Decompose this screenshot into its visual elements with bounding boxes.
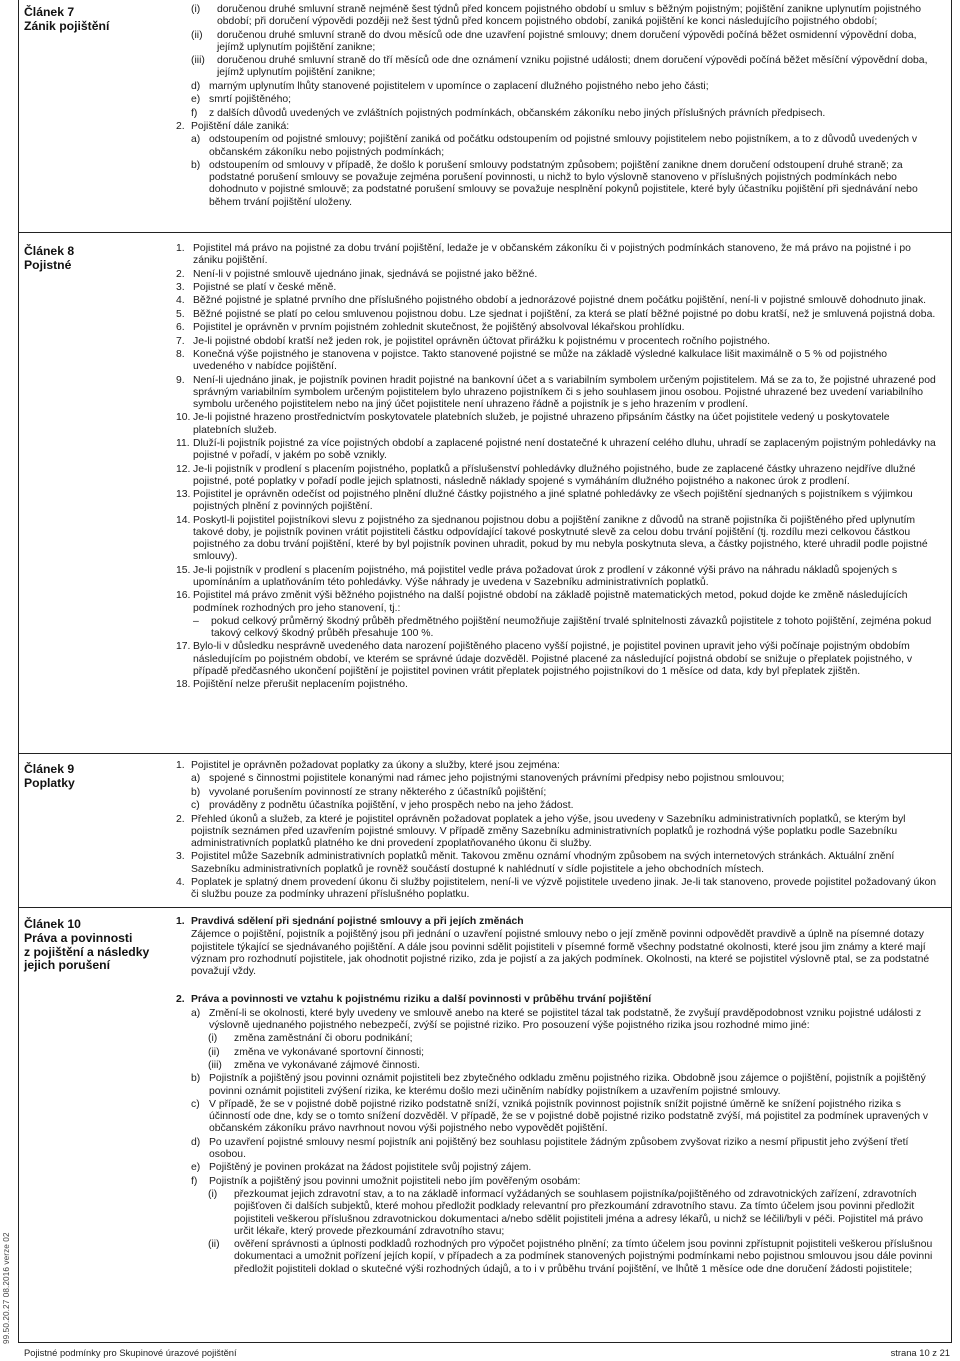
article-10-item-marker: e) bbox=[191, 1162, 201, 1174]
article-9-item bbox=[176, 814, 940, 851]
article-10-item-marker: c) bbox=[191, 1098, 200, 1110]
article-8-item-marker: 7. bbox=[176, 335, 185, 347]
separator-8-9 bbox=[18, 753, 952, 754]
article-8-item-marker: 2. bbox=[176, 268, 185, 280]
article-8-item-text: Pojistitel má právo na pojistné za dobu trvání pojištění, ledaže je v občanském zákoníku či v pojistných podmínkách stanoveno, že má právo na pojistné i po zániku pojištění. bbox=[193, 243, 911, 267]
article-8-item-text: Pojistitel je oprávněn v prvním pojistném zohlednit skutečnost, že pojištěný absolvoval lékařskou prohlídku. bbox=[193, 322, 685, 334]
article-10-list bbox=[176, 1008, 940, 1276]
article-9-item-text: spojené s činnostmi pojistitele konanými nad rámec jeho pojistnými stanovených právními předpisy nebo pojistnou smlouvou; bbox=[209, 773, 785, 785]
article-8-item bbox=[176, 438, 940, 462]
clause-7-i: (i) doručenou druhé smluvní straně nejméně šest týdnů před koncem pojistného období u smluv s běžným pojistným; pojištění zanikne uplynutím pojistného období; při doručení výpovědi později než šest týdnů před koncem pojistného období, zaniká pojištění ke konci následujícího pojistného období; bbox=[191, 4, 922, 28]
article-8-item-text: Pojištění nelze přerušit neplacením pojistného. bbox=[193, 679, 408, 691]
page-number: strana 10 z 21 bbox=[890, 1347, 950, 1358]
article-8-item-marker: 3. bbox=[176, 281, 185, 293]
article-8-item-marker: 5. bbox=[176, 308, 185, 320]
article-9-item-text: Pojistitel může Sazebník administrativních poplatků měnit. Takovou změnu oznámí vhodným způsobem na svých internetových stránkách. Aktuální znění Sazebníku administrativních poplatků je rovněž součástí dostupné k nahlédnutí v sídle pojistitele a jeho obchodních místech. bbox=[191, 851, 895, 875]
document-code: 99.50.20.27 08.2016 verze 02 bbox=[2, 1232, 11, 1344]
article-9-item-marker: 3. bbox=[176, 851, 185, 863]
article-8-item-text: Je-li pojistník v prodlení s placením pojistného, má pojistitel vedle práva požadovat úrok z prodlení v zákonné výši právo na náhradu nákladů spojených s upomínáním a uplatňováním této pohledávky. Výše náhrady je uvedena v Sazebníku administrativních poplatků. bbox=[193, 564, 898, 588]
article-8-item-text: Konečná výše pojistného je stanovena v pojistce. Takto stanovené pojistné se může na základě výsledné kalkulace lišit maximálně o 5 % od pojistného uvedeného v nabídce pojištění. bbox=[193, 348, 888, 373]
article-7-heading bbox=[24, 6, 174, 34]
article-8-item-marker: 11. bbox=[176, 437, 190, 449]
article-8-item-text: Pojistitel má právo změnit výši běžného pojistného na další pojistné období na základě pojistně matematických metod, pokud dojde ke změně následujících podmínek rozhodných pro jeho stanovení, tj.: bbox=[193, 590, 908, 614]
article-8-item-text: Není-li v pojistné smlouvě ujednáno jinak, sjednává se pojistné jako běžné. bbox=[193, 268, 538, 280]
article-8-item-marker: 15. bbox=[176, 564, 191, 576]
article-9-item-marker: 4. bbox=[176, 876, 185, 888]
article-8-item-text: Poskytl-li pojistitel pojistníkovi slevu z pojistného za sjednanou pojistnou dobu a pojištění zanikne z důvodů na straně pojistníka či pojištěného před uplynutím takové doby, je pojistník povinen vrátit pojistiteli částku odpovídající takové poskytnuté slevě za celou dobu trvání pojištění (tj. rozdílu mezi celkovou částkou pojistného za dobu trvání pojištění, které by byl pojistník povinen uhradit, pokud by mu nebyla poskytnuta sleva, a částky pojistného, které uhradil podle pojistné smlouvy). bbox=[193, 514, 928, 563]
article-8-item-marker: 6. bbox=[176, 322, 185, 334]
article-8-item bbox=[176, 349, 940, 373]
separator-7-8 bbox=[18, 232, 952, 233]
clause-7-f: f) z dalších důvodů uvedených ve zvláštních pojistných podmínkách, občanském zákoníku nebo jiných příslušných právních předpisech. bbox=[191, 107, 826, 119]
article-9-item-text: Poplatek je splatný dnem provedení úkonu či služby pojistitelem, není-li ve výzvě pojistitele uvedeno jinak. Je-li tak stanoveno, provede pojistitel požadovaný úkon či službu pouze za podmínky uhrazení příslušného poplatku. bbox=[191, 876, 937, 901]
article-9-item bbox=[176, 787, 940, 799]
article-10-item-text: Pojistník a pojištěný jsou povinni oznámit pojistiteli bez zbytečného odkladu změnu pojistného rizika. Obdobně jsou zájemce o pojištění, pojistník a pojištěný povinni oznámit pojistiteli zvýšení rizika, ke kterému došlo mezi učiněním nabídky pojistníkem a uzavřením pojistné smlouvy. bbox=[209, 1073, 926, 1097]
article-8-item-text: Pojistné se platí v české měně. bbox=[193, 281, 337, 293]
article-8-item bbox=[176, 269, 940, 281]
article-9-item bbox=[176, 851, 940, 875]
article-9-item-marker: c) bbox=[191, 800, 200, 812]
article-10-item-text: Změní-li se okolnosti, které byly uvedeny ve smlouvě anebo na které se pojistitel tázal tak podstatně, že zvyšují pravděpodobnost vzniku pojistné události z výslovně ujednaného pojistného nebezpečí, zvýší se pojistné riziko. Pro posouzení výše pojistného rizika jsou rozhodné mimo jiné: bbox=[209, 1007, 922, 1031]
article-10-item-marker: (i) bbox=[208, 1033, 218, 1045]
article-8-item bbox=[176, 679, 940, 691]
article-9-list bbox=[176, 760, 940, 901]
article-10-item-text: Pojistník a pojištěný jsou povinni umožnit pojistiteli nebo jím pověřeným osobám: bbox=[209, 1175, 581, 1187]
article-9-item-text: vyvolané porušením povinností ze strany některého z účastníků pojištění; bbox=[209, 786, 547, 798]
article-8-item-text: Běžné pojistné je splatné prvního dne příslušného pojistného období a jednorázové pojistné dnem počátku pojištění, není-li v pojistné smlouvě dohodnuto jinak. bbox=[193, 295, 927, 307]
article-8-item-text: Je-li pojistník v prodlení s placením pojistného, poplatků a příslušenství pohledávky dlužného pojistného, bude ze zaplacené částky uhrazeno nejdříve dlužné pojistné, poté poplatky v pořadí podle jejich splatnosti, následně náklady spojené s vymáháním dlužného pojistného a nakonec úrok z prodlení. bbox=[193, 463, 916, 487]
article-9-item-marker: b) bbox=[191, 786, 201, 798]
article-10-item-text: přezkoumat jejich zdravotní stav, a to na základě informací vyžádaných se souhlasem pojistníka/pojištěného od zdravotnických zařízení, zdravotních pojišťoven či dalších subjektů, které mohou předložit podklady relevantní pro přezkoumání zdravotního stavu. Za tímto účelem jsou povinni předložit pojistiteli veškerou příslušnou zdravotnickou dokumentaci a/nebo sdělit pojistiteli jména a adresy lékařů, u nichž se léčili/byli v péči. Pojistitel má právo určit lékaře, který provede přezkoumání zdravotního stavu; bbox=[234, 1189, 924, 1237]
article-10-item bbox=[176, 1189, 940, 1238]
article-10-item-text: změna zaměstnání či oboru podnikání; bbox=[234, 1033, 413, 1045]
article-10-item-marker: b) bbox=[191, 1073, 201, 1085]
article-10-item-marker: (ii) bbox=[208, 1239, 220, 1251]
article-7-number: Článek 7 bbox=[24, 5, 75, 19]
article-8-item bbox=[176, 322, 940, 334]
article-8-item bbox=[176, 565, 940, 589]
article-10-heading bbox=[24, 918, 174, 973]
article-9-item-marker: a) bbox=[191, 773, 201, 785]
article-10-item-marker: f) bbox=[191, 1175, 198, 1187]
article-8-item-marker: 13. bbox=[176, 489, 191, 501]
article-8-number: Článek 8 bbox=[24, 244, 75, 258]
section-10-1-heading: 1. Pravdivá sdělení při sjednání pojistné smlouvy a při jejích změnách bbox=[176, 916, 524, 927]
footer-title: Pojistné podmínky pro Skupinové úrazové pojištění bbox=[24, 1347, 237, 1358]
article-8-item bbox=[176, 282, 940, 294]
article-10-item-marker: (iii) bbox=[208, 1059, 222, 1071]
article-10-item bbox=[176, 1176, 940, 1188]
article-8-item bbox=[176, 243, 940, 267]
article-9-item-text: prováděny z podnětu účastníka pojištění, v jeho prospěch nebo na jeho žádost. bbox=[209, 800, 574, 812]
article-9-heading bbox=[24, 763, 174, 791]
article-10-title-2: z pojištění a následky bbox=[24, 944, 150, 959]
section-10-2-heading: 2. Práva a povinnosti ve vztahu k pojistnému riziku a další povinnosti v průběhu trvání pojištění bbox=[176, 994, 652, 1006]
article-10-title-3: jejich porušení bbox=[24, 958, 111, 973]
article-10-item-text: změna ve vykonávané zájmové činnosti. bbox=[234, 1059, 420, 1071]
article-10-item bbox=[176, 1033, 940, 1045]
article-8-item bbox=[176, 590, 940, 614]
article-8-item-marker: 10. bbox=[176, 412, 191, 424]
clause-7-d: d) marným uplynutím lhůty stanovené pojistitelem v upomínce o zaplacení dlužného pojistného nebo jeho části; bbox=[191, 80, 709, 92]
article-10-item-text: změna ve vykonávané sportovní činnosti; bbox=[234, 1046, 425, 1058]
article-10-item-marker: (ii) bbox=[208, 1046, 220, 1058]
article-10-item-marker: a) bbox=[191, 1007, 201, 1019]
article-9-item bbox=[176, 800, 940, 812]
article-10-body bbox=[176, 916, 940, 1277]
article-10-item bbox=[176, 1137, 940, 1161]
article-10-item bbox=[176, 1047, 940, 1059]
article-8-item-marker: – bbox=[193, 615, 199, 627]
separator-9-10 bbox=[18, 907, 952, 908]
article-9-title: Poplatky bbox=[24, 775, 75, 790]
article-8-item-marker: 16. bbox=[176, 590, 191, 602]
article-8-item-marker: 12. bbox=[176, 463, 191, 475]
article-8-heading bbox=[24, 245, 174, 273]
clause-7-ii: (ii) doručenou druhé smluvní straně do dvou měsíců ode dne uzavření pojistné smlouvy; dnem doručení výpovědi počíná běžet osmidenní výpovědní doba, jejímž uplynutím pojištění zanikne; bbox=[191, 29, 917, 53]
clause-7-e: e) smrtí pojištěného; bbox=[191, 94, 292, 106]
article-8-item-text: Je-li pojistné hrazeno prostřednictvím poskytovatele platebních služeb, je pojistné uhrazeno připsáním částky na účet pojistitele vedený u poskytovatele platebních služeb. bbox=[193, 412, 890, 436]
article-8-item bbox=[176, 309, 940, 321]
article-8-body bbox=[176, 243, 940, 693]
clause-7-2: 2. Pojištění dále zaniká: bbox=[176, 120, 290, 132]
article-9-item bbox=[176, 773, 940, 785]
article-10-title-1: Práva a povinnosti bbox=[24, 930, 133, 945]
article-10-item bbox=[176, 1239, 940, 1276]
article-8-item-text: Dluží-li pojistník pojistné za více pojistných období a zaplacené pojistné není dostatečné k uhrazení celého dluhu, uhradí se zaplaceným pojistným pohledávky na pojistné v pořadí, v jakém po sobě vznikly. bbox=[193, 437, 936, 462]
article-9-item-marker: 2. bbox=[176, 813, 185, 825]
article-10-item-marker: (i) bbox=[208, 1189, 218, 1201]
article-8-item-marker: 1. bbox=[176, 243, 185, 254]
article-8-item-text: Běžné pojistné se platí po celou smluvenou pojistnou dobu. Lze sjednat i pojištění, za která se platí běžné pojistné po dobu kratší, než je smluvená pojistná doba. bbox=[193, 308, 936, 320]
article-8-item bbox=[176, 295, 940, 307]
article-8-item bbox=[176, 489, 940, 513]
article-8-item-marker: 9. bbox=[176, 374, 185, 386]
article-10-item-text: Po uzavření pojistné smlouvy nesmí pojistník ani pojištěný bez souhlasu pojistitele žádným způsobem zvyšovat riziko a nesmí připustit jeho zvýšení třetí osobou. bbox=[209, 1136, 909, 1160]
article-10-item bbox=[176, 1162, 940, 1174]
article-9-item bbox=[176, 877, 940, 901]
clause-7-2b: b) odstoupením od smlouvy v případě, že došlo k porušení smlouvy podstatným způsobem; pojištění zanikne dnem doručení odstoupení druhé straně; za podstatné porušení smlouvy se považuje zejména porušení povinnosti, u nichž to bylo výslovně stanoveno v příslušných pojistných podmínkách nebo dohodnuto v pojistné smlouvě; za podstatné porušení smlouvy se považuje nesplnění pokynů pojistitele, které byly účastníku pojištění při sjednávání nebo během trvání pojištění uloženy. bbox=[191, 159, 918, 208]
article-8-item bbox=[176, 412, 940, 436]
article-9-item-text: Pojistitel je oprávněn požadovat poplatky za úkony a služby, které jsou zejména: bbox=[191, 760, 560, 771]
article-9-item bbox=[176, 760, 940, 772]
article-9-body bbox=[176, 760, 940, 903]
article-8-item bbox=[176, 464, 940, 488]
article-9-item-marker: 1. bbox=[176, 760, 185, 771]
article-8-item-text: Je-li pojistné období kratší než jeden rok, je pojistitel oprávněn účtovat přirážku k pojistnému v procentech ročního pojistného. bbox=[193, 335, 771, 347]
article-10-item bbox=[176, 1060, 940, 1072]
article-8-item-text: pokud celkový průměrný škodný průběh předmětného pojištění neumožňuje zajištění trvalé splnitelnosti závazků pojistitele z tohoto pojištění, zejména pokud takový celkový škodný průběh přesahuje 100 %. bbox=[211, 615, 932, 640]
article-10-item bbox=[176, 1008, 940, 1032]
article-8-item-text: Bylo-li v důsledku nesprávně uvedeného data narození pojištěného placeno vyšší pojistné, je pojistitel povinen upravit jeho výši počínaje pojistným obdobím následujícím po pojistném období, ve kterém se správné údaje dozvěděl. Pojistné placené za následující pojistná období se snižuje o přeplatek pojistného, v případě předčasného ukončení pojištění je pojistitel povinen vrátit přeplatek pojistného pojistníkovi do 1 měsíce od data, kdy byl přeplatek zjištěn. bbox=[193, 641, 913, 677]
article-8-item-marker: 14. bbox=[176, 514, 191, 526]
article-8-item bbox=[176, 375, 940, 412]
article-8-item bbox=[176, 515, 940, 564]
article-8-item-text: Není-li ujednáno jinak, je pojistník povinen hradit pojistné na bankovní účet a s variabilním symbolem určeným pojistitelem. Má se za to, že pojistné uhrazené pod správným variabilním symbolem určeným pojistitelem bylo uhrazeno pojistníkem či s jeho souhlasem jinou osobou. Pojistné uhrazené bez uvedení variabilního symbolu určeného pojistitelem nebo na jiný účet pojistitele není uhrazeno řádně a pojistník je s jeho hrazením v prodlení. bbox=[193, 374, 936, 410]
article-8-item-text: Pojistitel je oprávněn odečíst od pojistného plnění dlužné částky pojistného a jiné splatné pohledávky ze všech pojištění sjednaných s pojistníkem s výjimkou pojistných plnění z povinných pojištění. bbox=[193, 489, 913, 513]
article-8-list bbox=[176, 243, 940, 691]
article-9-item-text: Přehled úkonů a služeb, za které je pojistitel oprávněn požadovat poplatek a jeho výše, jsou uvedeny v Sazebníku administrativních poplatků, se kterým byl pojistník seznámen před uzavřením pojistné smlouvy. V případě změny Sazebníku administrativních poplatků je rozhodná výše poplatku podle Sazebníku administrativních poplatků platného ke dni provedení zpoplatňovaného úkonu či služby. bbox=[191, 813, 906, 849]
article-10-item-text: ověření správnosti a úplnosti podkladů rozhodných pro výpočet pojistného plnění; za tímto účelem jsou povinni zpřístupnit pojistiteli veškerou příslušnou dokumentaci a umožnit pořízení jejích kopií, v případech a za podmínek stanovených pojistnými podmínkami nebo pojistnou smlouvou jsou dále povinni předložit pojistiteli doklad o skutečné výši rozhodných údajů, a to i v průběhu trvání pojištění, ve lhůtě 1 měsíce ode dne doručení žádosti pojistitele; bbox=[234, 1239, 933, 1275]
article-7-title: Zánik pojištění bbox=[24, 18, 110, 33]
article-10-item-marker: d) bbox=[191, 1136, 201, 1148]
article-10-item-text: Pojištěný je povinen prokázat na žádost pojistitele svůj pojistný zájem. bbox=[209, 1162, 532, 1174]
article-8-item-marker: 4. bbox=[176, 295, 185, 307]
article-10-number: Článek 10 bbox=[24, 917, 81, 931]
article-8-title: Pojistné bbox=[24, 257, 72, 272]
article-10-item-text: V případě, že se v pojistné době pojistné riziko podstatně sníží, vzniká pojistník povinnost pojistník snížit pojistné úměrně ke snížení pojistného rizika s účinností ode dne, kdy se o tomto snížení dozvěděl. V případě, že se v pojistné době pojistné riziko podstatně zvýší, má pojistitel za podmínek upravených v občanském zákoníku právo navrhnout novou výši pojistného nebo vypovědět pojištění. bbox=[209, 1098, 929, 1135]
article-9-number: Článek 9 bbox=[24, 762, 75, 776]
article-10-item bbox=[176, 1099, 940, 1136]
article-7-body bbox=[176, 4, 940, 210]
article-8-item bbox=[176, 641, 940, 678]
article-8-item-marker: 18. bbox=[176, 679, 191, 691]
clause-7-iii: (iii) doručenou druhé smluvní straně do tří měsíců ode dne oznámení vzniku pojistné události; dnem doručení výpovědi počíná běžet měsíční výpovědní doba, jejímž uplynutím pojištění zanikne; bbox=[191, 55, 928, 79]
article-8-item-marker: 17. bbox=[176, 641, 191, 653]
section-10-1-text: Zájemce o pojištění, pojistník a pojištěný jsou při jednání o uzavření pojistné smlouvy nebo o její změně povinni odpovědět pravdivě a úplně na písemné dotazy pojistitele týkající se sjednávaného pojištění. A dále jsou povinni sdělit pojistiteli v písemné formě všechny podstatné okolnosti, které jsou jim známy a které mají význam pro rozhodnutí pojistitele, jak ohodnotit pojistné riziko, zda je pojistí a za jakých podmínek. Okolnosti, na které se pojistitel výslovně ptal, se za podstatné považují vždy. bbox=[191, 929, 930, 977]
clause-7-2a: a) odstoupením od pojistné smlouvy; pojištění zaniká od počátku odstoupením od pojistné smlouvy pojistitelem nebo pojistníkem, a to z důvodů uvedených v občanském zákoníku nebo pojistných podmínkách; bbox=[191, 134, 918, 158]
article-10-item bbox=[176, 1073, 940, 1097]
article-8-item bbox=[176, 616, 940, 640]
article-8-item-marker: 8. bbox=[176, 348, 185, 360]
article-8-item bbox=[176, 336, 940, 348]
